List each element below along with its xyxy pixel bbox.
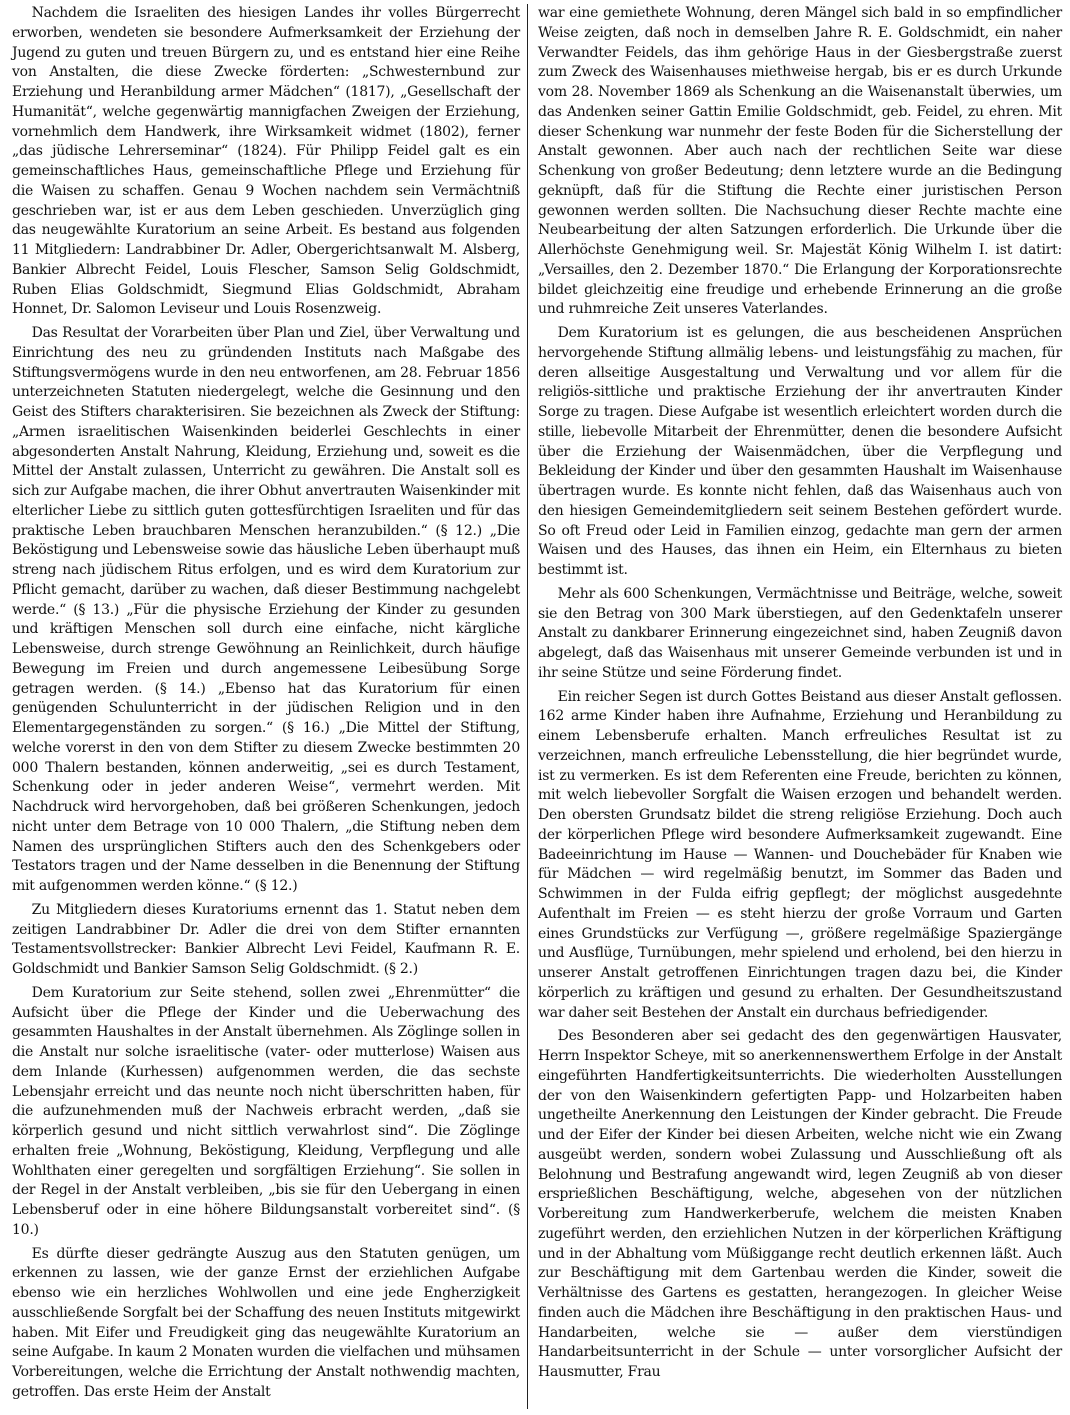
- paragraph: Es dürfte dieser gedrängte Auszug aus den Statuten genügen, um erkennen zu lassen, wie der ganze Ernst der erziehlichen Aufgabe ebenso wie ein herzliches Wohlwollen und eine jede Engherzigkeit ausschließende Sorgfalt bei der Schaffung des neuen Instituts mitgewirkt haben. Mit Eifer und Freudigkeit ging das neugewählte Kuratorium an seine Aufgabe. In kaum 2 Monaten wurden die vielfachen und mühsamen Vorbereitungen, welche die Errichtung der Anstalt nothwendig machten, getroffen. Das erste Heim der Anstalt: [12, 1245, 520, 1400]
- paragraph: Dem Kuratorium ist es gelungen, die aus bescheidenen Ansprüchen hervorgehende Stiftung allmälig lebens- und leistungsfähig zu machen, für deren allseitige Ausgestaltung und Verwaltung und vor allem für die religiös-sittliche und praktische Erziehung der ihr anvertrauten Kinder Sorge zu tragen. Diese Aufgabe ist wesentlich erleichtert worden durch die stille, liebevolle Mitarbeit der Ehrenmütter, denen die besondere Aufsicht über die Erziehung der Waisenmädchen, über die Verpflegung und Bekleidung der Kinder und über den gesammten Haushalt im Waisenhause übertragen wurde. Es konnte nicht fehlen, daß das Waisenhaus auch von den hiesigen Gemeindemitgliedern seit seinem Bestehen gefördert wurde. So oft Freud oder Leid in Familien einzog, gedachte man gern der armen Waisen und des Hauses, das ihnen ein Heim, ein Elternhaus zu bieten bestimmt ist.: [538, 325, 1062, 578]
- column-divider: [527, 4, 528, 1409]
- paragraph: Des Besonderen aber sei gedacht des den gegenwärtigen Hausvater, Herrn Inspektor Scheye, mit so anerkennenswerthem Erfolge in der Anstalt eingeführten Handfertigkeitsunterrichts. Die wiederholten Ausstellungen der von den Waisenkindern gefertigten Papp- und Holzarbeiten haben ungetheilte Anerkennung den Leistungen der Kinder gebracht. Die Freude und der Eifer der Kinder bei diesen Arbeiten, welche nicht wie ein Zwang ausgeübt werden, sondern wobei Zulassung und Ausschließung oft als Belohnung und Bestrafung angewandt wird, legen Zeugniß ab von dieser ersprießlichen Beschäftigung, welche, abgesehen von der nützlichen Vorbereitung zum Handwerkerberufe, welchem die meisten Knaben zugeführt werden, den erziehlichen Nutzen in der körperlichen Kräftigung und in der Abhaltung vom Müßiggange recht deutlich erkennen läßt. Auch zur Beschäftigung mit dem Gartenbau werden die Kinder, soweit die Verhältnisse des Gartens es gestatten, herangezogen. In gleicher Weise finden auch die Mädchen ihre Beschäftigung in den praktischen Haus- und Handarbeiten, welche sie — außer dem vierstündigen Handarbeitsunterricht in der Schule — unter vorsorglicher Aufsicht der Hausmutter, Frau: [538, 1028, 1062, 1380]
- left-column: [12, 4, 520, 1407]
- paragraph: Zu Mitgliedern dieses Kuratoriums ernennt das 1. Statut neben dem zeitigen Landrabbiner Dr. Adler die drei von dem Stifter ernannten Testamentsvollstrecker: Bankier Albrecht Levi Feidel, Kaufmann R. E. Goldschmidt und Bankier Samson Selig Goldschmidt. (§ 2.): [12, 901, 520, 977]
- paragraph: Mehr als 600 Schenkungen, Vermächtnisse und Beiträge, welche, soweit sie den Betrag von 300 Mark überstiegen, auf den Gedenktafeln unserer Anstalt zu dankbarer Erinnerung eingezeichnet sind, haben Zeugniß davon abgelegt, daß das Waisenhaus mit unserer Gemeinde verbunden ist und in ihr seine Stütze und seine Förderung findet.: [538, 585, 1062, 681]
- right-column: [538, 4, 1062, 1387]
- paragraph: Nachdem die Israeliten des hiesigen Landes ihr volles Bürgerrecht erworben, wendeten sie besondere Aufmerksamkeit der Erziehung der Jugend zu guten und treuen Bürgern zu, und es entstand hier eine Reihe von Anstalten, die diese Zwecke förderten: „Schwesternbund zur Erziehung und Heranbildung armer Mädchen“ (1817), „Gesellschaft der Humanität“, welche gegenwärtig mannigfachen Zweigen der Erziehung, vornehmlich dem Handwerk, ihre Wirksamkeit widmet (1802), ferner „das jüdische Lehrerseminar“ (1824). Für Philipp Feidel galt es ein gemeinschaftliches Haus, gemeinschaftliche Pflege und Erziehung für die Waisen zu schaffen. Genau 9 Wochen nachdem sein Vermächtniß geschrieben war, ist er aus dem Leben geschieden. Unverzüglich ging das neugewählte Kuratorium an seine Arbeit. Es bestand aus folgenden 11 Mitgliedern: Landrabbiner Dr. Adler, Obergerichtsanwalt M. Alsberg, Bankier Albrecht Feidel, Louis Flescher, Samson Selig Goldschmidt, Ruben Elias Goldschmidt, Siegmund Elias Goldschmidt, Abraham Honnet, Dr. Salomon Leviseur und Louis Rosenzweig.: [12, 5, 520, 318]
- paragraph: Ein reicher Segen ist durch Gottes Beistand aus dieser Anstalt geflossen. 162 arme Kinder haben ihre Aufnahme, Erziehung und Heranbildung zu einem Lebensberufe erhalten. Manch erfreuliches Resultat ist zu verzeichnen, manch erfreuliche Lebensstellung, die hier begründet wurde, ist zu vermerken. Es ist dem Referenten eine Freude, berichten zu können, mit welch liebevoller Sorgfalt die Waisen erzogen und behandelt werden. Den obersten Grundsatz bildet die streng religiöse Erziehung. Doch auch der körperlichen Pflege wird besondere Aufmerksamkeit zugewandt. Eine Badeeinrichtung im Hause — Wannen- und Douchebäder für Knaben wie für Mädchen — wird regelmäßig benutzt, im Sommer das Baden und Schwimmen in der Fulda eifrig gepflegt; der möglichst ausgedehnte Aufenthalt im Freien — es steht hierzu der große Vorraum und Garten eines Grundstücks zur Verfügung —, größere regelmäßige Spaziergänge und Ausflüge, Turnübungen, mehr spielend und erholend, bei den hierzu in unserer Anstalt getroffenen Einrichtungen tragen dazu bei, die Kinder körperlich zu kräftigen und gesund zu erhalten. Der Gesundheitszustand war daher seit Bestehen der Anstalt ein durchaus befriedigender.: [538, 688, 1062, 1021]
- paragraph: Dem Kuratorium zur Seite stehend, sollen zwei „Ehrenmütter“ die Aufsicht über die Pflege der Kinder und die Ueberwachung des gesammten Haushaltes in der Anstalt übernehmen. Als Zöglinge sollen in die Anstalt nur solche israelitische (vater- oder mutterlose) Waisen aus dem Inlande (Kurhessen) aufgenommen werden, die das sechste Lebensjahr erreicht und das neunte noch nicht überschritten haben, für die aufzunehmenden muß der Nachweis erbracht werden, „daß sie körperlich gesund und nicht sittlich verwahrlost sind“. Die Zöglinge erhalten freie „Wohnung, Beköstigung, Kleidung, Verpflegung und alle Wohlthaten einer geregelten und sorgfältigen Erziehung“. Sie sollen in der Regel in der Anstalt verbleiben, „bis sie für den Uebergang in einen Lebensberuf oder in eine höhere Bildungsanstalt vorbereitet sind“. (§ 10.): [12, 984, 520, 1238]
- paragraph: Das Resultat der Vorarbeiten über Plan und Ziel, über Verwaltung und Einrichtung des neu zu gründenden Instituts nach Maßgabe des Stiftungsvermögens wurde in den neu entworfenen, am 28. Februar 1856 unterzeichneten Statuten niedergelegt, welche die Gesinnung und den Geist des Stifters charakterisiren. Sie bezeichnen als Zweck der Stiftung: „Armen israelitischen Waisenkinden beiderlei Geschlechts in einer abgesonderten Anstalt Nahrung, Kleidung, Erziehung und, soweit es die Mittel der Anstalt zulassen, Unterricht zu gewähren. Die Anstalt soll es sich zur Aufgabe machen, die ihrer Obhut anvertrauten Waisenkinder mit elterlicher Liebe zu sittlich guten gottesfürchtigen Israeliten und für das praktische Leben brauchbaren Menschen heranzubilden.“ (§ 12.) „Die Beköstigung und Lebensweise sowie das häusliche Leben überhaupt muß streng nach jüdischem Ritus erfolgen, und es wird dem Kuratorium zur Pflicht gemacht, darüber zu wachen, daß dieser Bestimmung nachgelebt werde.“ (§ 13.) „Für die physische Erziehung der Kinder zu gesunden und kräftigen Menschen soll durch eine einfache, nicht kärgliche Lebensweise, durch strenge Gewöhnung an Reinlichkeit, durch häufige Bewegung im Freien und durch angemessene Leibesübung Sorge getragen werden. (§ 14.) „Ebenso hat das Kuratorium für einen genügenden Schulunterricht in der jüdischen Religion und in den Elementargegenständen zu sorgen.“ (§ 16.) „Die Mittel der Stiftung, welche vorerst in den von dem Stifter zu diesem Zwecke bestimmten 20 000 Thalern bestanden, können anderweitig, „sei es durch Testament, Schenkung oder in jeder anderen Weise“, vermehrt werden. Mit Nachdruck wird hervorgehoben, daß bei größeren Schenkungen, jedoch nicht unter dem Betrage von 10 000 Thalern, „die Stiftung neben dem Namen des ursprünglichen Stifters auch den des Schenkgebers oder Testators tragen und der Name desselben in die Benennung der Stiftung mit aufgenommen werden könne.“ (§ 12.): [12, 325, 520, 894]
- paragraph: war eine gemiethete Wohnung, deren Mängel sich bald in so empfindlicher Weise zeigten, daß noch in demselben Jahre R. E. Goldschmidt, ein naher Verwandter Feidels, das ihm gehörige Haus in der Giesbergstraße zuerst zum Zweck des Waisenhauses miethweise hergab, bis er es durch Urkunde vom 28. November 1869 als Schenkung an die Waisenanstalt überwies, um das Andenken seiner Gattin Emilie Goldschmidt, geb. Feidel, zu ehren. Mit dieser Schenkung war nunmehr der feste Boden für die Sicherstellung der Anstalt gewonnen. Aber auch nach der rechtlichen Seite war diese Schenkung von großer Bedeutung; denn letztere wurde an die Bedingung geknüpft, daß für die Stiftung die Rechte einer juristischen Person gewonnen werden sollten. Die Nachsuchung dieser Rechte machte eine Neubearbeitung der alten Satzungen erforderlich. Die Urkunde über die Allerhöchste Genehmigung weil. Sr. Majestät König Wilhelm I. ist datirt: „Versailles, den 2. Dezember 1870.“ Die Erlangung der Korporationsrechte bildet gleichzeitig eine freudige und erhebende Erinnerung an die große und ruhmreiche Zeit unseres Vaterlandes.: [538, 5, 1062, 318]
